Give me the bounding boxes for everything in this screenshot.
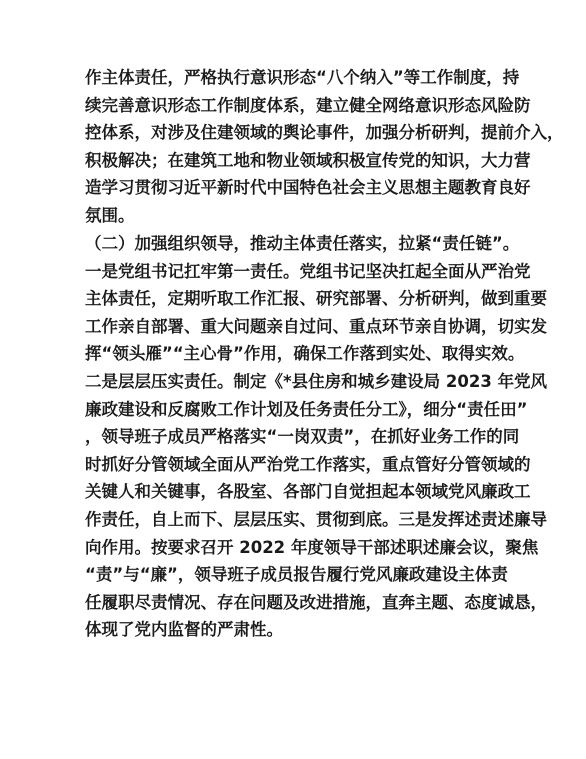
text-line: 续完善意识形态工作制度体系，建立健全网络意识形态风险防 — [85, 95, 531, 115]
text-line: 作责任，自上而下、层层压实、贯彻到底。三是发挥述责述廉导 — [85, 509, 547, 529]
text-line: 控体系，对涉及住建领域的舆论事件，加强分析研判，提前介入， — [85, 123, 564, 143]
text-line: 氛围。 — [85, 205, 135, 225]
text-line: 造学习贯彻习近平新时代中国特色社会主义思想主题教育良好 — [85, 178, 531, 198]
text-line: 积极解决；在建筑工地和物业领域积极宣传党的知识，大力营 — [85, 150, 531, 170]
text-line: 任履职尽责情况、存在问题及改进措施，直奔主题、态度诚恳， — [85, 592, 547, 612]
text-line: 关键人和关键事，各股室、各部门自觉担起本领域党风廉政工 — [85, 482, 531, 502]
text-line: 体现了党内监督的严肃性。 — [85, 620, 283, 640]
text-line: 时抓好分管领域全面从严治党工作落实，重点管好分管领域的 — [85, 454, 531, 474]
text-line: 廉政建设和反腐败工作计划及任务责任分工》，细分“责任田” — [85, 399, 528, 419]
text-line: 作主体责任，严格执行意识形态“八个纳入”等工作制度，持 — [85, 68, 520, 87]
text-line: “责”与“廉”，领导班子成员报告履行党风廉政建设主体责 — [85, 565, 508, 585]
paragraph-ideology-work — [85, 64, 564, 230]
text-line: （二）加强组织领导，推动主体责任落实，拉紧“责任链”。 — [85, 234, 520, 253]
text-line: ，领导班子成员严格落实“一岗双责”，在抓好业务工作的同 — [85, 427, 520, 447]
paragraph-organizational-leadership — [85, 230, 548, 644]
text-line: 工作亲自部署、重大问题亲自过问、重点环节亲自协调，切实发 — [85, 316, 547, 336]
text-line: 二是层层压实责任。制定《*县住房和城乡建设局 2023 年党风 — [85, 371, 548, 391]
text-line: 挥“领头雁”“主心骨”作用，确保工作落到实处、取得实效。 — [85, 344, 525, 364]
text-line: 主体责任，定期听取工作汇报、研究部署、分析研判，做到重要 — [85, 289, 547, 309]
text-line: 向作用。按要求召开 2022 年度领导干部述职述廉会议，聚焦 — [85, 537, 539, 557]
text-line: 一是党组书记扛牢第一责任。党组书记坚决扛起全面从严治党 — [85, 261, 531, 281]
